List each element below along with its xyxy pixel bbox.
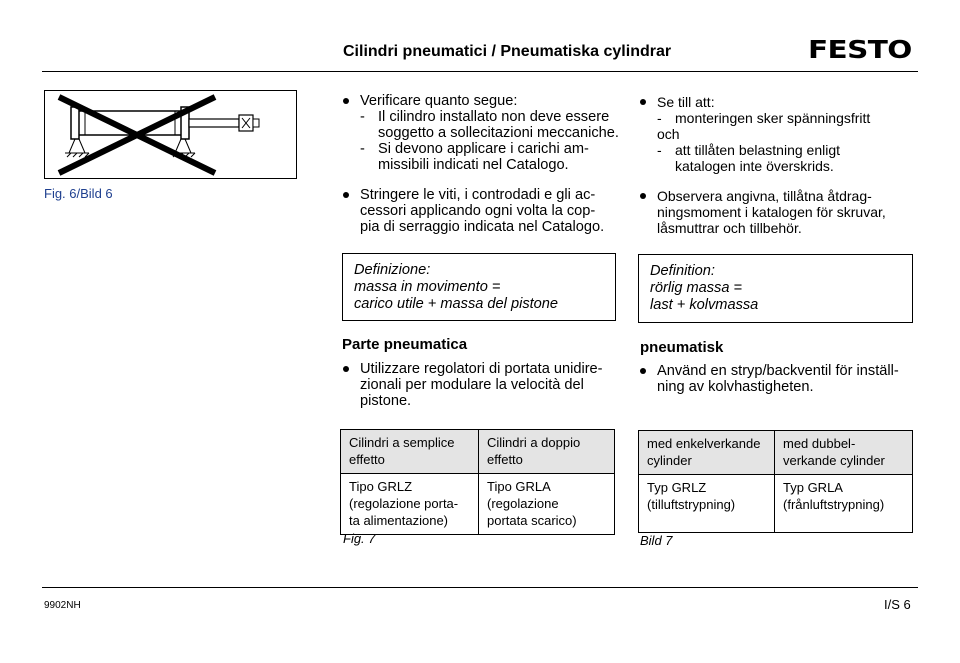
- it-bullet-regulators: Utilizzare regolatori di portata unidire- zionali per modulare la velocità del pistone.: [360, 361, 630, 409]
- bullet-icon: [640, 193, 646, 199]
- sv-bullet-valve: Använd en stryp/backventil för inställ- ning av kolvhastigheten.: [657, 363, 927, 395]
- table-row: [341, 474, 615, 535]
- header-rule: [42, 71, 918, 72]
- sv-bullet-verify: [657, 94, 927, 174]
- page-title: Cilindri pneumatici / Pneumatiska cylindrar: [343, 43, 672, 60]
- it-bullet-tighten: Stringere le viti, i controdadi e gli ac- cessori applicando ogni volta la cop- pia di serraggio indicata nel Catalogo.: [360, 187, 630, 235]
- table-header-cell: med enkelverkande cylinder: [639, 431, 775, 475]
- sv-section-heading: pneumatisk: [640, 339, 724, 356]
- footer-rule: [42, 587, 918, 588]
- sv-bullet-torque: Observera angivna, tillåtna åtdrag- ningsmoment i katalogen för skruvar, låsmuttrar och tillbehör.: [657, 188, 927, 236]
- it-verify-item-1: - Il cilindro installato non deve essere soggetto a sollecitazioni meccaniche.: [360, 109, 619, 141]
- figure-7-caption: Fig. 7: [343, 531, 376, 546]
- table-header-row: [639, 431, 913, 475]
- crossed-cylinder-drawing: [45, 91, 296, 178]
- document-code: 9902NH: [44, 600, 81, 611]
- bullet-icon: [640, 99, 646, 105]
- bullet-icon: [343, 366, 349, 372]
- sv-valve-table: [638, 430, 913, 533]
- figure-6-label: Fig. 6/Bild 6: [44, 186, 113, 201]
- bild-7-caption: Bild 7: [640, 533, 673, 548]
- figure-6-illustration: [44, 90, 297, 179]
- table-row: [639, 475, 913, 533]
- table-header-cell: Cilindri a semplice effetto: [341, 430, 479, 474]
- table-header-cell: Cilindri a doppio effetto: [479, 430, 615, 474]
- table-cell: Typ GRLZ (tilluftstrypning): [639, 475, 775, 533]
- sv-verify-item-2: - att tillåten belastning enligt katalogen inte överskrids.: [657, 142, 840, 174]
- table-header-cell: med dubbel- verkande cylinder: [775, 431, 913, 475]
- table-cell: Tipo GRLZ (regolazione porta- ta alimentazione): [341, 474, 479, 535]
- it-section-heading: Parte pneumatica: [342, 336, 468, 353]
- it-bullet-verify: [360, 93, 630, 173]
- table-header-row: [341, 430, 615, 474]
- festo-logo: FESTO: [808, 35, 912, 64]
- it-definition-box: Definizione: massa in movimento = carico utile + massa del pistone: [342, 253, 616, 321]
- bullet-icon: [343, 98, 349, 104]
- page-number: I/S 6: [884, 597, 911, 612]
- it-valve-table: [340, 429, 615, 535]
- bullet-icon: [640, 368, 646, 374]
- it-verify-item-2: - Si devono applicare i carichi am- missibili indicati nel Catalogo.: [360, 141, 589, 173]
- bullet-icon: [343, 192, 349, 198]
- sv-bullet-verify-lead: Se till att:: [657, 94, 715, 110]
- table-cell: Typ GRLA (frånluftstrypning): [775, 475, 913, 533]
- it-bullet-verify-lead: Verificare quanto segue:: [360, 93, 518, 109]
- sv-verify-item-1: - monteringen sker spänningsfritt: [657, 110, 871, 126]
- sv-definition-box: Definition: rörlig massa = last + kolvmassa: [638, 254, 913, 323]
- sv-verify-item-1-cont: och: [657, 126, 680, 142]
- table-cell: Tipo GRLA (regolazione portata scarico): [479, 474, 615, 535]
